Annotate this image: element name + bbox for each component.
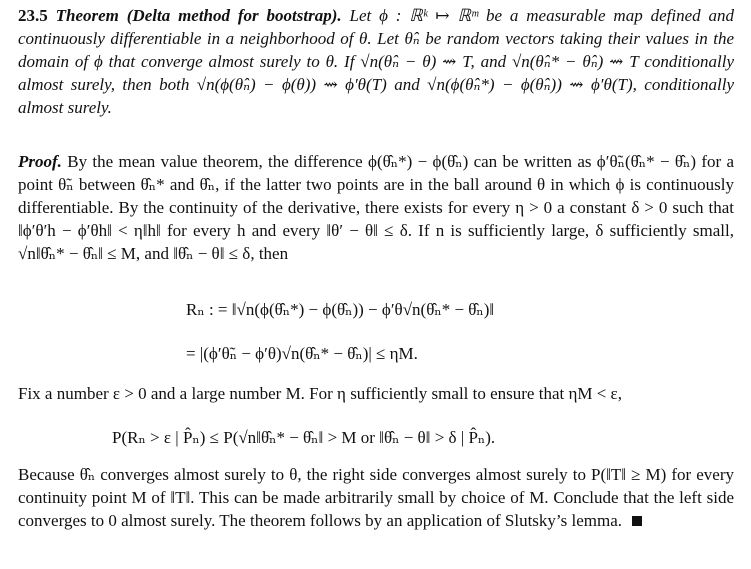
conclusion-text: Because θ̂ₙ converges almost surely to θ, the right side converges almost surely to P(‖T‖ ≥ M) for every continuity point M of ‖T‖. This can be made arbitrarily small by choice of M. Conclude that the left side converges to 0 almost surely. The theorem follows by an application of Slutsky’s lemma. — [18, 465, 734, 530]
theorem-body: Let ϕ : ℝᵏ ↦ ℝᵐ be a measurable map defined and continuously differentiable in a neighborhood of θ. Let θ̂ₙ be random vectors taking their values in the domain of ϕ that converge almost surely to θ. If √n(θ̂ₙ − θ) ⇝ T, and √n(θ̂ₙ* − θ̂ₙ) ⇝ T conditionally almost surely, then both √n(ϕ(θ̂ₙ) − ϕ(θ)) ⇝ ϕ′θ(T) and √n(ϕ(θ̂ₙ*) − ϕ(θ̂ₙ)) ⇝ ϕ′θ(T), conditionally almost surely. — [18, 6, 734, 117]
equation-rn-definition: Rₙ : = ‖√n(ϕ(θ̂ₙ*) − ϕ(θ̂ₙ)) − ϕ′θ√n(θ̂ₙ* − θ̂ₙ)‖ — [186, 300, 495, 319]
proof-label: Proof. — [18, 152, 62, 171]
proof-body: By the mean value theorem, the difference ϕ(θ̂ₙ*) − ϕ(θ̂ₙ) can be written as ϕ′θ̃ₙ(θ̂ₙ* − θ̂ₙ) for a point θ̃ₙ between θ̂ₙ* and θ̂ₙ, if the latter two points are in the ball around θ in which ϕ is continuously differentiable. By the continuity of the derivative, there exists for every η > 0 a constant δ > 0 such that ‖ϕ′θ′h − ϕ′θh‖ < η‖h‖ for every h and every ‖θ′ − θ‖ ≤ δ. If n is sufficiently large, δ sufficiently small, √n‖θ̂ₙ* − θ̂ₙ‖ ≤ M, and ‖θ̂ₙ − θ‖ ≤ δ, then — [18, 152, 735, 263]
theorem-block — [18, 4, 734, 119]
conclusion-paragraph — [18, 463, 734, 532]
equation-rn-bound: = |(ϕ′θ̃ₙ − ϕ′θ)√n(θ̂ₙ* − θ̂ₙ)| ≤ ηM. — [186, 344, 418, 363]
theorem-title: Theorem (Delta method for bootstrap). — [55, 6, 342, 25]
theorem-number: 23.5 — [18, 6, 48, 25]
qed-square-icon — [632, 516, 642, 526]
proof-block — [18, 150, 734, 265]
equation-probability-bound: P(Rₙ > ε | P̂ₙ) ≤ P(√n‖θ̂ₙ* − θ̂ₙ‖ > M or ‖θ̂ₙ − θ‖ > δ | P̂ₙ). — [112, 428, 496, 447]
fix-paragraph: Fix a number ε > 0 and a large number M. For η sufficiently small to ensure that ηM < ε, — [18, 384, 622, 403]
